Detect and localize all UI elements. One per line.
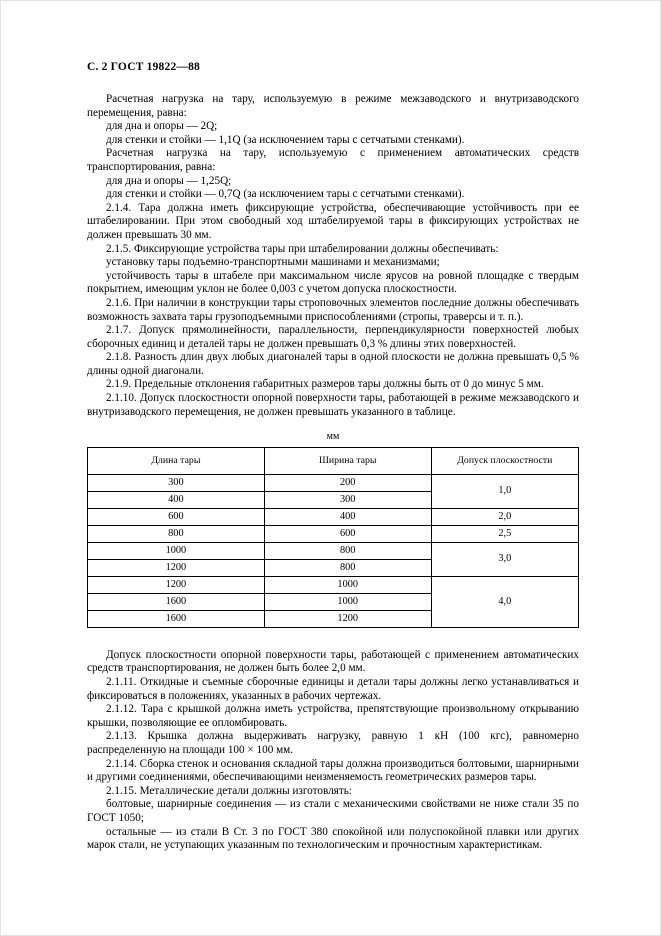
cell-width: 600	[264, 525, 431, 542]
table-row	[88, 525, 579, 542]
paragraph: Расчетная нагрузка на тару, используемую с применением автоматических средств транспортирования, равна:	[87, 147, 579, 173]
cell-width: 800	[264, 542, 431, 559]
cell-length: 1000	[88, 542, 265, 559]
list-item: болтовые, шарнирные соединения — из стали с механическими свойствами не ниже стали 35 по ГОСТ 1050;	[87, 798, 579, 824]
column-header-tolerance: Допуск плоскостности	[431, 447, 578, 474]
table-row	[88, 508, 579, 525]
paragraph: 2.1.5. Фиксирующие устройства тары при штабелировании должны обеспечивать:	[106, 242, 499, 255]
cell-tolerance: 2,0	[431, 508, 578, 525]
after-table-text	[87, 649, 579, 853]
list-item: для дна и опоры — 1,25Q;	[106, 174, 232, 187]
table-row	[88, 474, 579, 491]
cell-width: 300	[264, 491, 431, 508]
paragraph: 2.1.9. Предельные отклонения габаритных размеров тары должны быть от 0 до минус 5 мм.	[106, 378, 544, 391]
table-header-row	[88, 447, 579, 474]
list-item: устойчивость тары в штабеле при максимальном числе ярусов на ровной площадке с твердым покрытием, имеющим уклон не более 0,003 с учетом допуска плоскостности.	[87, 269, 579, 296]
cell-length: 1200	[88, 559, 265, 576]
cell-width: 1000	[264, 576, 431, 593]
cell-length: 400	[88, 491, 265, 508]
table-unit-label: мм	[326, 431, 340, 443]
list-item: для стенки и стойки — 0,7Q (за исключением тары с сетчатыми стенками).	[106, 188, 465, 201]
cell-tolerance: 4,0	[431, 576, 578, 627]
cell-width: 200	[264, 474, 431, 491]
list-item: для дна и опоры — 2Q;	[106, 120, 218, 133]
column-header-length: Длина тары	[88, 447, 265, 474]
paragraph: 2.1.7. Допуск прямолинейности, параллельности, перпендикулярности поверхностей любых сборочных единиц и деталей тары не должен превышать 0,3 % длины этих поверхностей.	[87, 324, 579, 350]
paragraph: 2.1.6. При наличии в конструкции тары строповочных элементов последние должны обеспечивать возможность захвата тары грузоподъемными приспособлениями (стропы, траверсы и т. п.).	[87, 296, 579, 323]
table-row	[88, 542, 579, 559]
cell-width: 400	[264, 508, 431, 525]
cell-length: 800	[88, 525, 265, 542]
paragraph: 2.1.10. Допуск плоскостности опорной поверхности тары, работающей в режиме межзаводского и внутризаводского перемещения, не должен превышать указанного в таблице.	[87, 392, 579, 418]
cell-width: 1200	[264, 610, 431, 627]
cell-tolerance: 3,0	[431, 542, 578, 576]
paragraph: Расчетная нагрузка на тару, используемую в режиме межзаводского и внутризаводского перемещения, равна:	[87, 93, 579, 119]
cell-length: 1600	[88, 610, 265, 627]
paragraph: 2.1.15. Металлические детали должны изготовлять:	[106, 784, 352, 797]
cell-tolerance: 1,0	[431, 474, 578, 508]
column-header-width: Ширина тары	[264, 447, 431, 474]
list-item: остальные — из стали В Ст. 3 по ГОСТ 380 спокойной или полуспокойной плавки или других марок стали, не уступающих указанным по технологическим и прочностным характеристикам.	[87, 825, 579, 852]
page-header: С. 2 ГОСТ 19822—88	[87, 61, 200, 73]
paragraph: Допуск плоскостности опорной поверхности тары, работающей с применением автоматических средств транспортирования, не должен быть более 2,0 мм.	[87, 648, 579, 675]
paragraph: 2.1.4. Тара должна иметь фиксирующие устройства, обеспечивающие устойчивость при ее штабелировании. При этом свободный ход штабелируемой тары в фиксирующих устройствах не должен превышать 30 мм.	[87, 201, 579, 241]
paragraph: 2.1.11. Откидные и съемные сборочные единицы и детали тары должны легко устанавливаться и фиксироваться в положениях, указанных в рабочих чертежах.	[87, 676, 579, 702]
table-row	[88, 576, 579, 593]
flatness-tolerance-table	[87, 447, 579, 628]
cell-length: 600	[88, 508, 265, 525]
cell-width: 1000	[264, 593, 431, 610]
cell-width: 800	[264, 559, 431, 576]
paragraph: 2.1.8. Разность длин двух любых диагоналей тары в одной плоскости не должна превышать 0,5 % длины одной диагонали.	[87, 351, 579, 377]
paragraph: 2.1.14. Сборка стенок и основания складной тары должна производиться болтовыми, шарнирными и другими соединениями, обеспечивающими неизменяемость геометрических размеров тары.	[87, 757, 579, 784]
cell-length: 1600	[88, 593, 265, 610]
list-item: для стенки и стойки — 1,1Q (за исключением тары с сетчатыми стенками).	[106, 133, 465, 146]
paragraph: 2.1.12. Тара с крышкой должна иметь устройства, препятствующие произвольному открыванию крышки, позволяющие ее опломбировать.	[87, 703, 579, 729]
list-item: установку тары подъемно-транспортными машинами и механизмами;	[106, 256, 440, 269]
paragraph: 2.1.13. Крышка должна выдерживать нагрузку, равную 1 кН (100 кгс), равномерно распределенную на площади 100 × 100 мм.	[87, 730, 579, 756]
cell-length: 300	[88, 474, 265, 491]
cell-length: 1200	[88, 576, 265, 593]
document-body	[87, 93, 579, 853]
cell-tolerance: 2,5	[431, 525, 578, 542]
